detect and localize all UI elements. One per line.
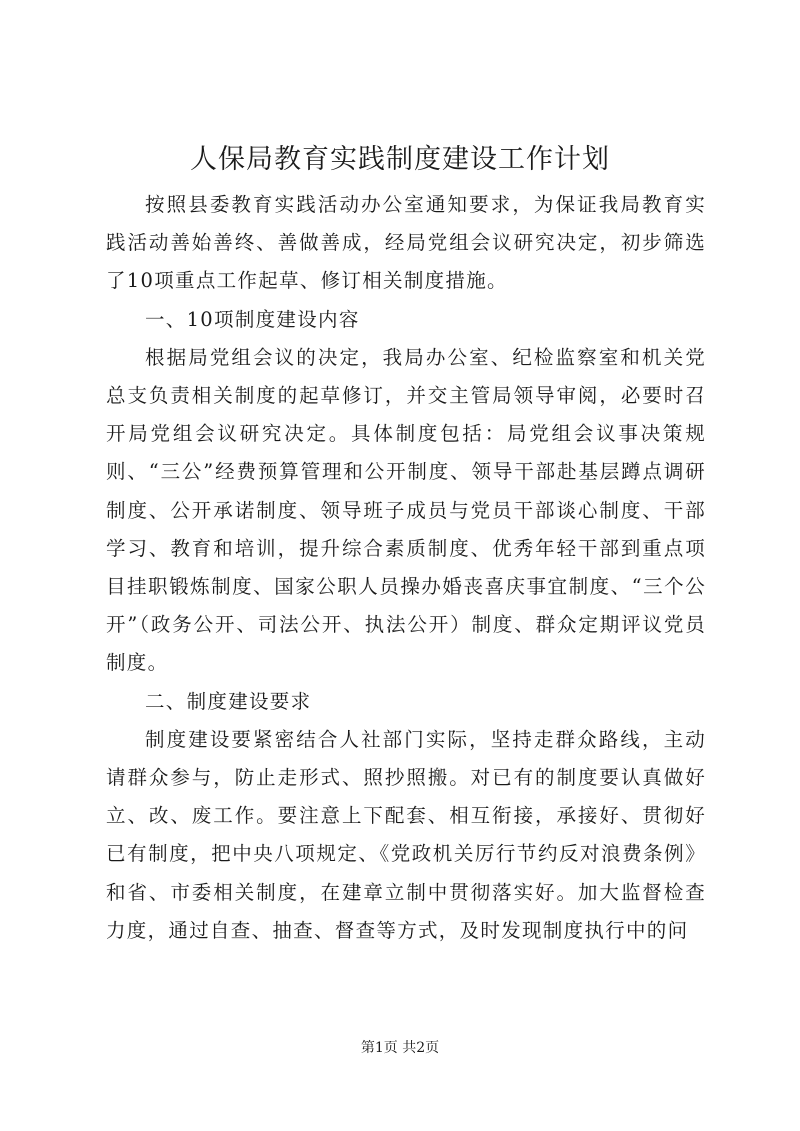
section-heading-1: 一、10项制度建设内容 bbox=[145, 307, 360, 331]
section-1-paragraph: 根据局党组会议的决定，我局办公室、纪检监察室和机关党总支负责相关制度的起草修订，并交主管局领导审阅，必要时召开局党组会议研究决定。具体制度包括：局党组会议事决策规则、“三公”经费预算管理和公开制度、领导干部赴基层蹲点调研制度、公开承诺制度、领导班子成员与党员干部谈心制度、干部学习、教育和培训，提升综合素质制度、优秀年轻干部到重点项目挂职锻炼制度、国家公职人员操办婚丧喜庆事宜制度、“三个公开”（政务公开、司法公开、执法公开）制度、群众定期评议党员制度。 bbox=[106, 345, 706, 675]
section-2-paragraph: 制度建设要紧密结合人社部门实际，坚持走群众路线，主动请群众参与，防止走形式、照抄照搬。对已有的制度要认真做好立、改、废工作。要注意上下配套、相互衔接，承接好、贯彻好已有制度，把中央八项规定、《党政机关厉行节约反对浪费条例》和省、市委相关制度，在建章立制中贯彻落实好。加大监督检查力度，通过自查、抽查、督查等方式，及时发现制度执行中的问 bbox=[106, 727, 706, 942]
page-number-footer: 第1页 共2页 bbox=[360, 1040, 440, 1056]
document-body bbox=[106, 186, 706, 950]
intro-paragraph: 按照县委教育实践活动办公室通知要求，为保证我局教育实践活动善始善终、善做善成，经局党组会议研究决定，初步筛选了10项重点工作起草、修订相关制度措施。 bbox=[106, 193, 706, 293]
section-heading-2: 二、制度建设要求 bbox=[145, 689, 312, 713]
document-title: 人保局教育实践制度建设工作计划 bbox=[190, 144, 610, 175]
